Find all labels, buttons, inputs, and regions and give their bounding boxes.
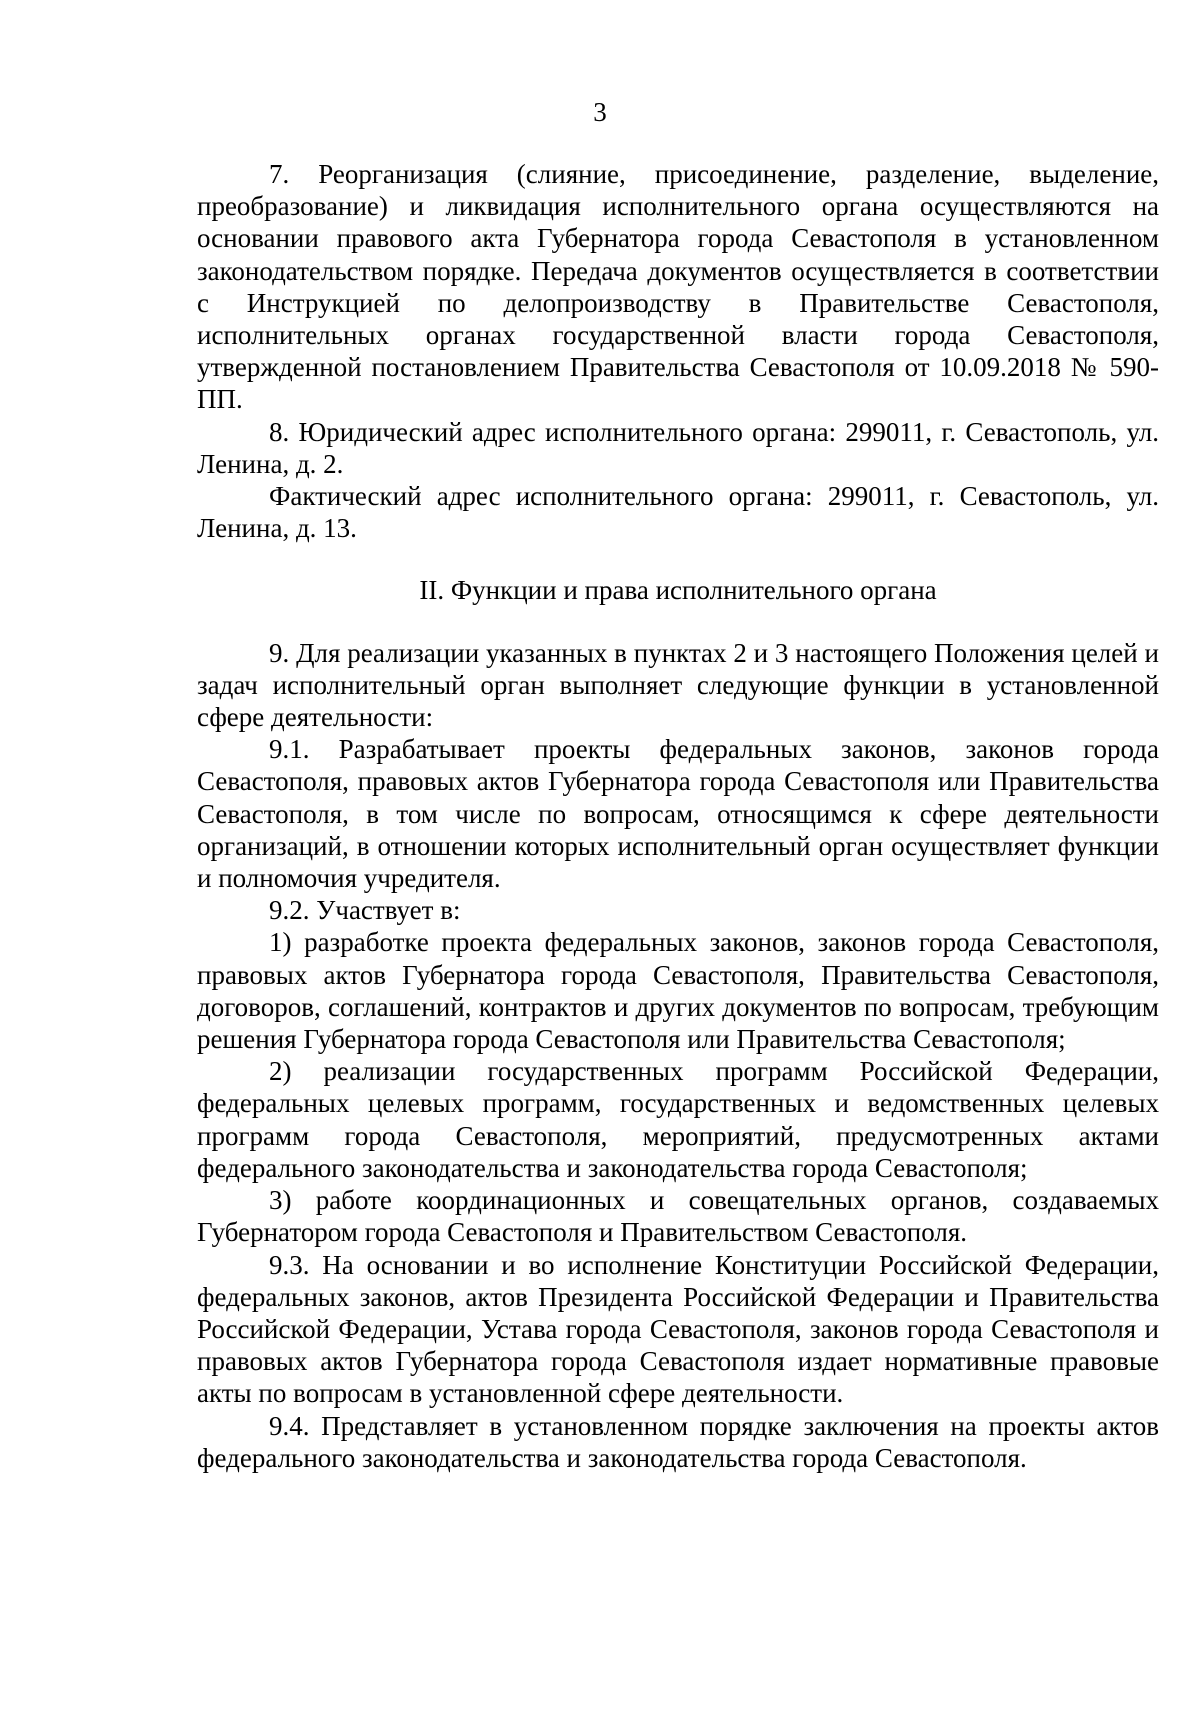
page-number: 3 (593, 97, 607, 127)
paragraph-9-functions: 9. Для реализации указанных в пунктах 2 и 3 настоящего Положения целей и задач исполнительный орган выполняет следующие функции в установленной сфере деятельности: (197, 637, 1159, 733)
paragraph-8-actual-address: Фактический адрес исполнительного органа: 299011, г. Севастополь, ул. Ленина, д. 13. (197, 481, 1159, 544)
section-heading: II. Функции и права исполнительного органа (419, 575, 937, 606)
paragraph-9-2: 9.2. Участвует в: (269, 895, 461, 926)
paragraph-9-2-item-3: 3) работе координационных и совещательных органов, создаваемых Губернатором города Севастополя и Правительством Севастополя. (197, 1185, 1159, 1248)
paragraph-7-reorganization: 7. Реорганизация (слияние, присоединение, разделение, выделение, преобразование) и ликвидация исполнительного органа осуществляются на основании правового акта Губернатора города Севастополя в установленном законодательством порядке. Передача документов осуществляется в соответствии с Инструкцией по делопроизводству в Правительстве Севастополя, исполнительных органах государственной власти города Севастополя, утвержденной постановлением Правительства Севастополя от 10.09.2018 № 590-ПП. (197, 159, 1159, 415)
paragraph-8-legal-address: 8. Юридический адрес исполнительного органа: 299011, г. Севастополь, ул. Ленина, д. 2. (197, 416, 1159, 479)
paragraph-9-2-item-1: 1) разработке проекта федеральных законов, законов города Севастополя, правовых актов Губернатора города Севастополя, Правительства Севастополя, договоров, соглашений, контрактов и других документов по вопросам, требующим решения Губернатора города Севастополя или Правительства Севастополя; (197, 927, 1159, 1055)
paragraph-9-1: 9.1. Разрабатывает проекты федеральных законов, законов города Севастополя, правовых актов Губернатора города Севастополя или Правительства Севастополя, в том числе по вопросам, относящимся к сфере деятельности организаций, в отношении которых исполнительный орган осуществляет функции и полномочия учредителя. (197, 734, 1159, 894)
paragraph-9-2-item-2: 2) реализации государственных программ Российской Федерации, федеральных целевых программ, государственных и ведомственных целевых программ города Севастополя, мероприятий, предусмотренных актами федерального законодательства и законодательства города Севастополя; (197, 1056, 1159, 1183)
document-body (197, 158, 1159, 1474)
paragraph-9-3: 9.3. На основании и во исполнение Конституции Российской Федерации, федеральных законов, актов Президента Российской Федерации и Правительства Российской Федерации, Устава города Севастополя, законов города Севастополя и правовых актов Губернатора города Севастополя издает нормативные правовые акты по вопросам в установленной сфере деятельности. (197, 1249, 1159, 1409)
paragraph-9-4: 9.4. Представляет в установленном порядке заключения на проекты актов федерального законодательства и законодательства города Севастополя. (197, 1410, 1159, 1473)
